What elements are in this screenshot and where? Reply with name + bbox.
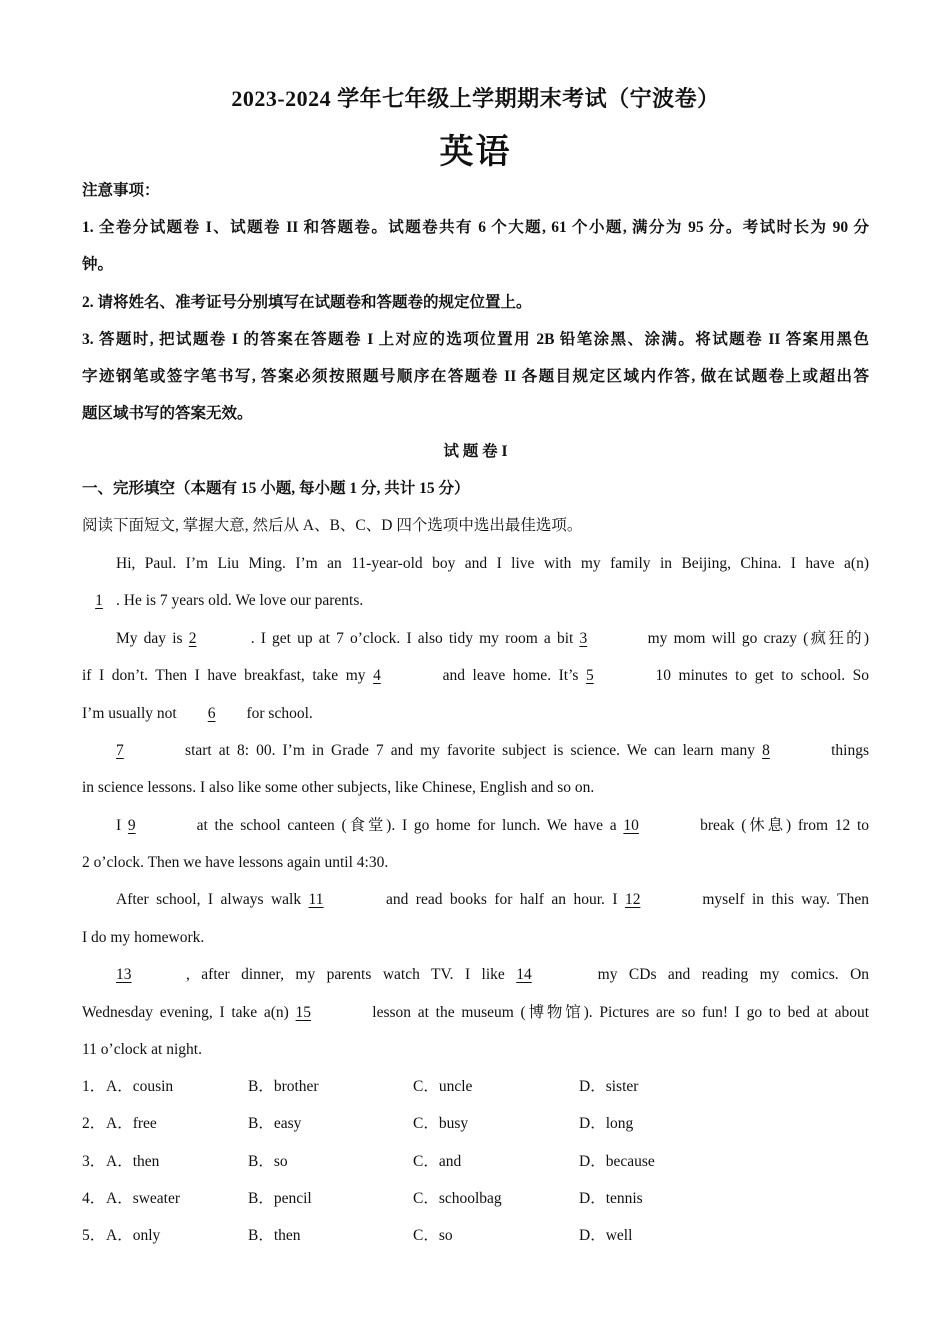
- option-b: B．so: [248, 1153, 288, 1170]
- option-c: C．so: [413, 1227, 453, 1244]
- blank-2: 2: [188, 630, 197, 647]
- option-a: A．then: [106, 1153, 160, 1170]
- passage-line: My day is 2 . I get up at 7 o’clock. I also tidy my room a bit 3 my mom will go crazy (疯狂的): [116, 630, 870, 647]
- option-a: A．free: [106, 1115, 157, 1132]
- part-instruction: 阅读下面短文, 掌握大意, 然后从 A、B、C、D 四个选项中选出最佳选项。: [82, 517, 583, 534]
- passage-line: 1 . He is 7 years old. We love our parents.: [82, 591, 869, 611]
- passage-line: 13 , after dinner, my parents watch TV. I like 14 my CDs and reading my comics. On: [116, 966, 870, 983]
- passage-line: 7 start at 8: 00. I’m in Grade 7 and my favorite subject is science. We can learn many 8 things: [116, 742, 870, 759]
- blank-8: 8: [762, 742, 770, 759]
- option-a: A．sweater: [106, 1190, 181, 1207]
- option-d: D．long: [579, 1115, 634, 1132]
- question-number: 3．: [82, 1153, 106, 1170]
- notice-item-1: 1. 全卷分试题卷 I、试题卷 II 和答题卷。试题卷共有 6 个大题, 61 个小题, 满分为 95 分。考试时长为 90 分: [82, 219, 869, 236]
- passage-line: I do my homework.: [82, 929, 205, 946]
- passage-line: in science lessons. I also like some other subjects, like Chinese, English and so on.: [82, 779, 595, 796]
- question-number: 5．: [82, 1227, 106, 1244]
- notice-heading: 注意事项：: [82, 182, 160, 199]
- blank-13: 13: [116, 966, 132, 983]
- passage-line: Wednesday evening, I take a(n) 15 lesson at the museum (博物馆). Pictures are so fun! I go to bed at about: [82, 1004, 870, 1021]
- question-number: 1．: [82, 1078, 106, 1095]
- option-c: C．busy: [413, 1115, 469, 1132]
- blank-7: 7: [116, 742, 124, 759]
- notice-item-2: 2. 请将姓名、准考证号分别填写在试题卷和答题卷的规定位置上。: [82, 294, 532, 311]
- option-d: D．because: [579, 1153, 655, 1170]
- option-d: D．tennis: [579, 1190, 643, 1207]
- blank-15: 15: [295, 1004, 312, 1021]
- option-a: A．cousin: [106, 1078, 174, 1095]
- blank-5: 5: [585, 667, 594, 684]
- blank-6: 6: [207, 705, 216, 722]
- blank-3: 3: [579, 630, 588, 647]
- option-a: A．only: [106, 1227, 161, 1244]
- option-d: D．well: [579, 1227, 633, 1244]
- option-b: B．pencil: [248, 1190, 312, 1207]
- passage-line: 11 o’clock at night.: [82, 1041, 202, 1058]
- option-c: C．schoolbag: [413, 1190, 502, 1207]
- exam-title: 2023-2024 学年七年级上学期期末考试（宁波卷）: [231, 86, 720, 111]
- passage-line: if I don’t. Then I have breakfast, take my 4 and leave home. It’s 5 10 minutes to get to school. So: [82, 667, 870, 684]
- question-number: 4．: [82, 1190, 106, 1207]
- option-b: B．brother: [248, 1078, 319, 1095]
- blank-10: 10: [623, 817, 639, 834]
- passage-line: I’m usually not 6 for school.: [82, 705, 313, 722]
- option-b: B．easy: [248, 1115, 302, 1132]
- passage-line: I 9 at the school canteen (食堂). I go home for lunch. We have a 10 break (休息) from 12 to: [116, 817, 870, 834]
- blank-1: 1: [95, 592, 103, 609]
- option-b: B．then: [248, 1227, 301, 1244]
- notice-item-1-cont: 钟。: [82, 256, 114, 273]
- passage-line: 2 o’clock. Then we have lessons again until 4:30.: [82, 854, 389, 871]
- option-c: C．uncle: [413, 1078, 473, 1095]
- blank-11: 11: [308, 891, 324, 908]
- notice-item-3: 3. 答题时, 把试题卷 I 的答案在答题卷 I 上对应的选项位置用 2B 铅笔涂黑、涂满。将试题卷 II 答案用黑色: [82, 331, 869, 348]
- blank-12: 12: [624, 891, 641, 908]
- paper-label: 试 题 卷 I: [443, 443, 508, 460]
- notice-item-3-cont: 字迹钢笔或签字笔书写, 答案必须按照题号顺序在答题卷 II 各题目规定区域内作答, 做在试题卷上或超出答: [82, 368, 869, 385]
- blank-9: 9: [127, 817, 136, 834]
- passage-line: After school, I always walk 11 and read books for half an hour. I 12 myself in this way. Then: [116, 891, 870, 908]
- notice-item-3-end: 题区域书写的答案无效。: [82, 405, 253, 422]
- option-c: C．and: [413, 1153, 462, 1170]
- passage-line: Hi, Paul. I’m Liu Ming. I’m an 11-year-old boy and I live with my family in Beijing, China. I have a(n): [116, 555, 869, 572]
- blank-4: 4: [373, 667, 381, 684]
- option-d: D．sister: [579, 1078, 639, 1095]
- part-title: 一、完形填空（本题有 15 小题, 每小题 1 分, 共计 15 分）: [82, 480, 470, 497]
- blank-14: 14: [516, 966, 532, 983]
- question-number: 2．: [82, 1115, 106, 1132]
- subject-title: 英语: [439, 134, 512, 171]
